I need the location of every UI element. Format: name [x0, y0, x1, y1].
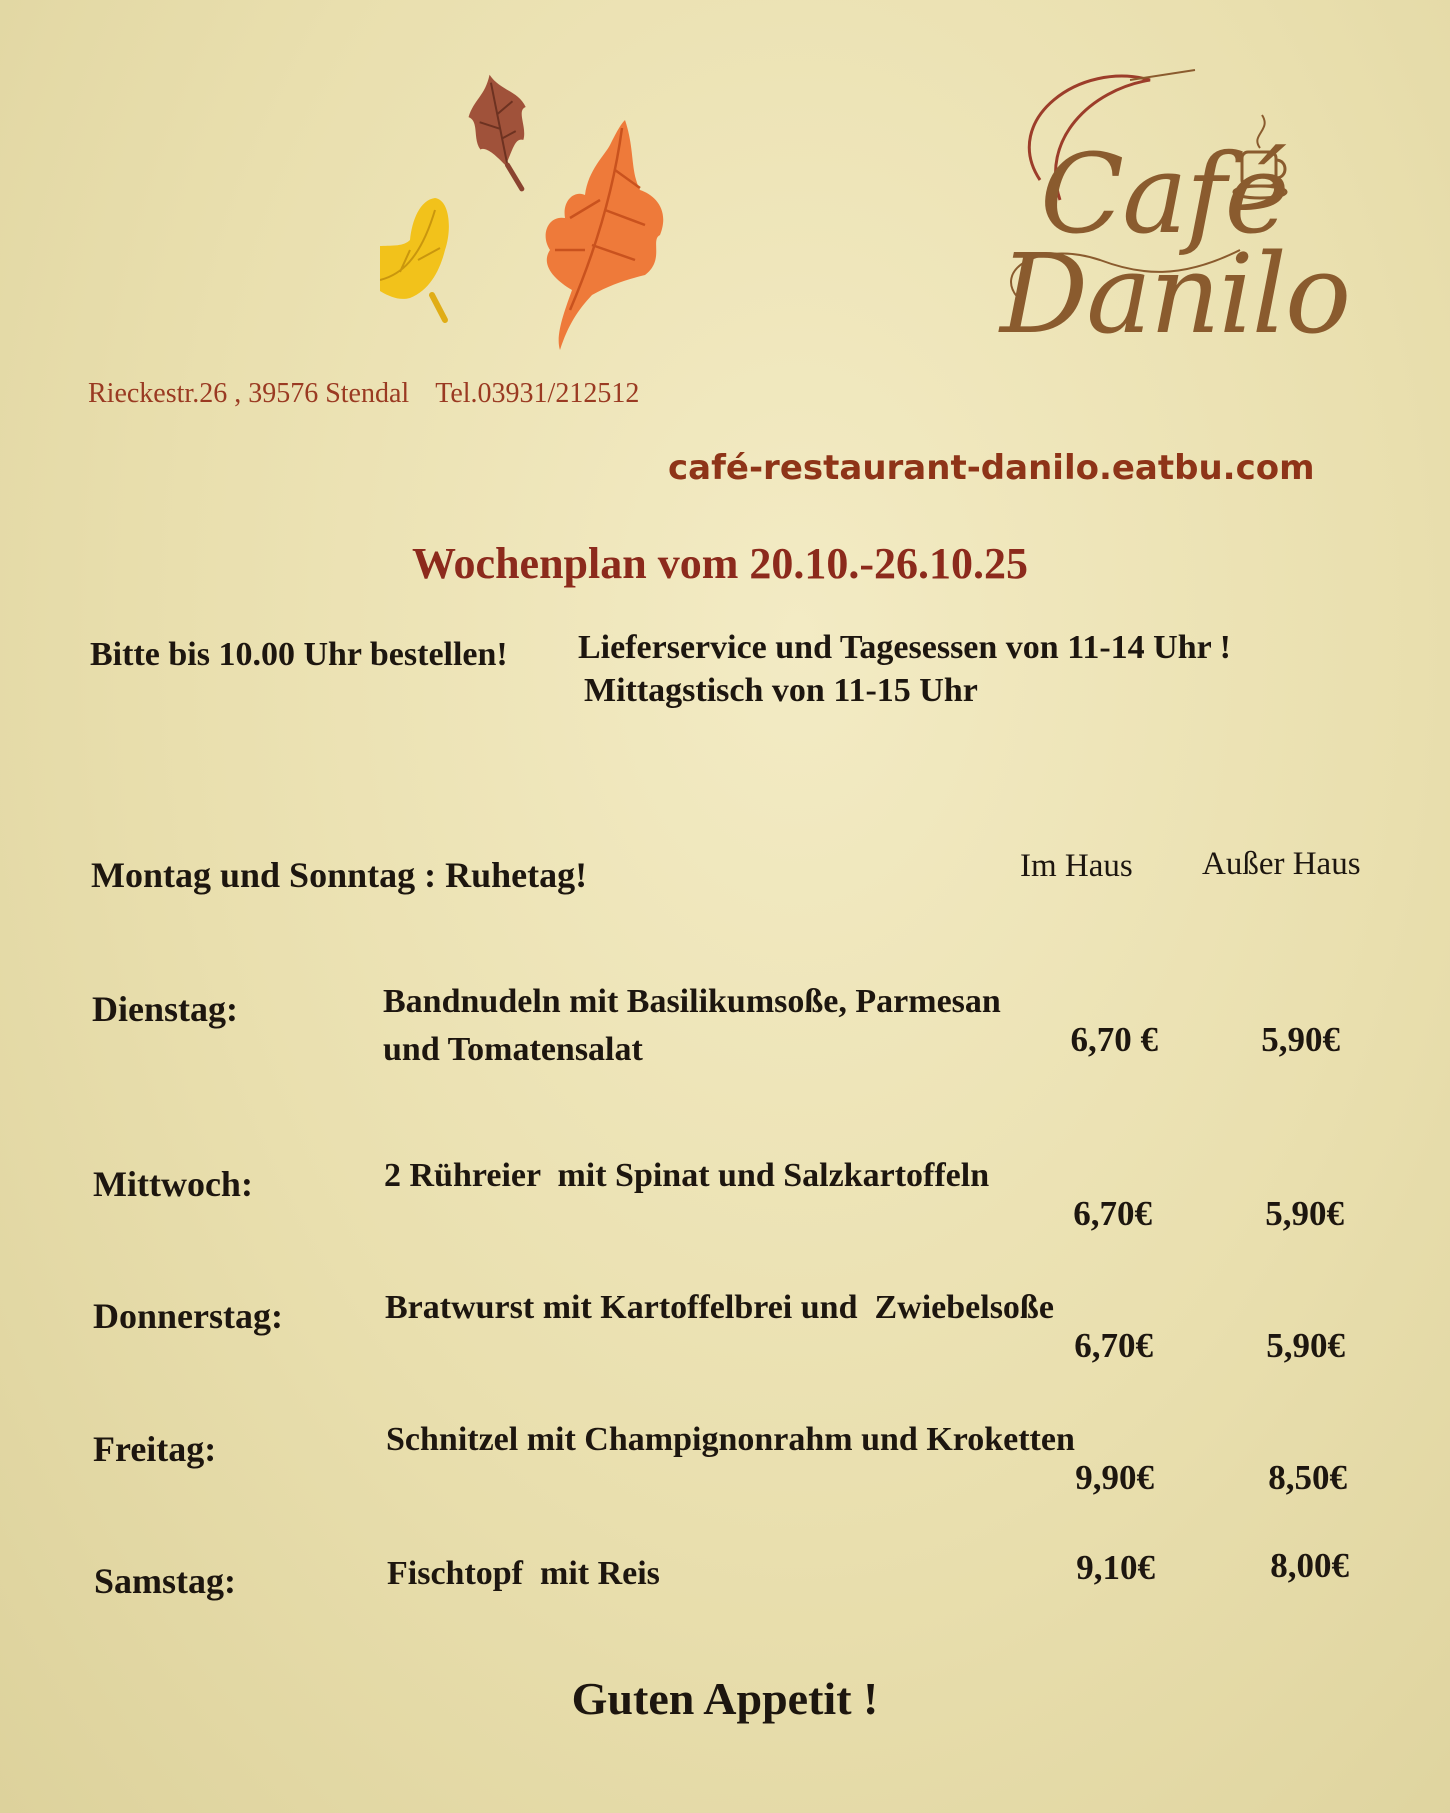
menu-dish: Bratwurst mit Kartoffelbrei und Zwiebelsoße — [385, 1289, 1054, 1326]
menu-day: Mittwoch: — [93, 1164, 253, 1204]
menu-price-take-away: 5,90€ — [1266, 1326, 1345, 1365]
page-title: Wochenplan vom 20.10.-26.10.25 — [411, 539, 1029, 588]
phone: Tel.03931/212512 — [435, 378, 640, 409]
menu-dish: Fischtopf mit Reis — [387, 1555, 660, 1592]
menu-day: Dienstag: — [92, 989, 238, 1029]
menu-price-in-house: 6,70€ — [1074, 1326, 1153, 1365]
menu-dish: 2 Rühreier mit Spinat und Salzkartoffeln — [384, 1157, 990, 1194]
service-notice: Lieferservice und Tagesessen von 11-14 Uhr ! — [578, 629, 1231, 666]
lunch-notice: Mittagstisch von 11-15 Uhr — [584, 672, 978, 709]
menu-price-in-house: 9,10€ — [1076, 1548, 1155, 1587]
website-link[interactable]: café-restaurant-danilo.eatbu.com — [668, 448, 1315, 488]
column-header-take-away: Außer Haus — [1202, 846, 1361, 882]
menu-price-in-house: 6,70 € — [1070, 1020, 1158, 1059]
menu-dish: Bandnudeln mit Basilikumsoße, Parmesan und Tomatensalat — [383, 983, 1001, 1068]
address: Rieckestr.26 , 39576 Stendal — [88, 378, 410, 409]
autumn-leaves-icon — [380, 70, 700, 360]
closing-greeting: Guten Appetit ! — [571, 1673, 879, 1724]
menu-price-in-house: 6,70€ — [1073, 1194, 1152, 1233]
menu-price-take-away: 5,90€ — [1261, 1020, 1340, 1059]
menu-day: Freitag: — [93, 1429, 217, 1469]
column-header-in-house: Im Haus — [1020, 848, 1133, 884]
order-notice: Bitte bis 10.00 Uhr bestellen! — [90, 636, 508, 673]
menu-dish: Schnitzel mit Champignonrahm und Kroketten — [386, 1421, 1075, 1458]
menu-price-take-away: 5,90€ — [1265, 1194, 1344, 1233]
address-line — [88, 378, 665, 410]
menu-price-take-away: 8,50€ — [1268, 1458, 1347, 1497]
logo-word-danilo: Danilo — [1000, 230, 1350, 358]
cafe-danilo-logo — [980, 60, 1350, 360]
menu-price-in-house: 9,90€ — [1075, 1458, 1154, 1497]
menu-price-take-away: 8,00€ — [1270, 1546, 1349, 1585]
menu-day: Samstag: — [94, 1561, 236, 1601]
closed-days: Montag und Sonntag : Ruhetag! — [91, 855, 588, 895]
logo-word-cafe: Café — [1040, 130, 1288, 258]
menu-day: Donnerstag: — [93, 1296, 283, 1336]
